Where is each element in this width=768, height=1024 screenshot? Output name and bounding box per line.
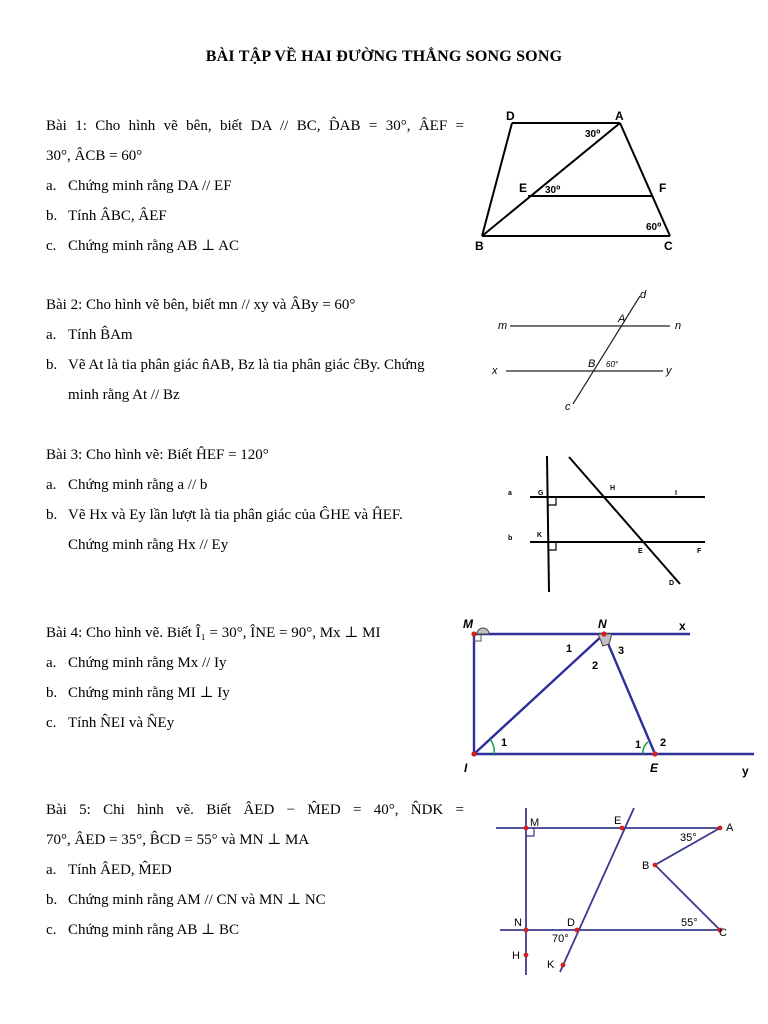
fig5-label-K: K xyxy=(547,959,555,971)
problem-4 xyxy=(46,618,464,738)
fig5-angle-70: 70° xyxy=(552,933,569,945)
item-label: a. xyxy=(46,655,57,671)
figure-2 xyxy=(488,286,698,416)
fig5-angle-35: 35° xyxy=(680,832,697,844)
fig4-angle-E1: 1 xyxy=(635,739,642,751)
fig2-angle-60: 60° xyxy=(606,360,619,369)
fig1-label-F: F xyxy=(659,181,667,195)
fig5-label-A: A xyxy=(726,822,734,834)
fig1-angle-C: 60⁰ xyxy=(646,222,662,233)
fig4-angle-E2: 2 xyxy=(660,737,667,749)
item-label: b. xyxy=(46,357,58,373)
fig2-label-B: B xyxy=(588,358,596,370)
problem-4-item-b xyxy=(46,678,464,708)
item-label: a. xyxy=(46,862,57,878)
item-label: b. xyxy=(46,507,58,523)
problem-1 xyxy=(46,111,464,261)
item-label: b. xyxy=(46,685,58,701)
item-text: Vẽ Hx và Ey lần lượt là tia phân giác của ĜHE và ĤEF. xyxy=(68,507,403,523)
problem-3-item-b-cont: Chứng minh rằng Hx // Ey xyxy=(68,537,229,553)
fig1-angle-A: 30⁰ xyxy=(585,129,601,140)
problem-5-line-1: Bài 5: Chi hình vẽ. Biết ÂED − M̂ED = 40°, N̂DK = xyxy=(46,802,464,818)
problem-1-line-2: 30°, ÂCB = 60° xyxy=(46,148,143,164)
problem-5-line-2: 70°, ÂED = 35°, B̂CD = 55° và MN ⊥ MA xyxy=(46,832,310,848)
problem-3-item-b xyxy=(46,500,464,530)
item-label: c. xyxy=(46,238,57,254)
fig1-label-E: E xyxy=(519,181,528,195)
fig5-label-B: B xyxy=(642,860,650,872)
item-text: Chứng minh rằng MI ⊥ Iy xyxy=(68,685,230,701)
fig1-label-B: B xyxy=(475,239,484,253)
fig5-label-H: H xyxy=(512,950,520,962)
problem-3-line-1: Bài 3: Cho hình vẽ: Biết ĤEF = 120° xyxy=(46,447,269,463)
fig3-label-H: H xyxy=(610,485,616,492)
problem-4-line-1: Bài 4: Cho hình vẽ. Biết Î₁ = 30°, ÎNE = 90°, Mx ⊥ MI xyxy=(46,625,381,641)
fig3-label-K: K xyxy=(537,532,543,539)
fig4-angle-N1: 1 xyxy=(566,643,573,655)
item-text: Chứng minh rằng AB ⊥ BC xyxy=(68,922,239,938)
fig4-label-M: M xyxy=(463,617,473,631)
figure-5 xyxy=(488,800,758,980)
problem-5-item-b xyxy=(46,885,464,915)
fig2-label-c: c xyxy=(565,401,571,413)
fig5-label-D: D xyxy=(567,917,575,929)
fig5-label-C: C xyxy=(719,927,727,939)
item-text: Chứng minh rằng AM // CN và MN ⊥ NC xyxy=(68,892,326,908)
fig4-angle-I1: 1 xyxy=(501,737,508,749)
fig2-label-x: x xyxy=(492,365,498,377)
item-text: Chứng minh rằng AB ⊥ AC xyxy=(68,238,239,254)
fig4-label-I: I xyxy=(464,761,468,775)
fig1-angle-E: 30⁰ xyxy=(545,185,561,196)
fig2-label-d: d xyxy=(640,289,647,301)
item-label: b. xyxy=(46,208,58,224)
fig3-label-E: E xyxy=(638,548,643,555)
item-text: Tính ÂBC, ÂEF xyxy=(68,208,167,224)
problem-2-line-1: Bài 2: Cho hình vẽ bên, biết mn // xy và ÂBy = 60° xyxy=(46,297,356,313)
fig4-label-y: y xyxy=(742,764,749,778)
problem-5-item-c xyxy=(46,915,464,945)
fig1-label-C: C xyxy=(664,239,673,253)
item-text: Tính N̂EI và N̂Ey xyxy=(68,715,175,731)
problem-2 xyxy=(46,290,464,410)
problem-3-item-a xyxy=(46,470,464,500)
item-text: Tính ÂED, M̂ED xyxy=(68,862,172,878)
fig2-label-m: m xyxy=(498,320,508,332)
problem-5 xyxy=(46,795,464,945)
fig1-label-A: A xyxy=(615,109,624,123)
problem-1-line-1: Bài 1: Cho hình vẽ bên, biết DA // BC, D̂AB = 30°, ÂEF = xyxy=(46,118,464,134)
item-label: b. xyxy=(46,892,58,908)
problem-2-item-a xyxy=(46,320,464,350)
fig5-label-E: E xyxy=(614,815,622,827)
problem-2-item-b-cont: minh rằng At // Bz xyxy=(68,387,180,403)
fig2-label-y: y xyxy=(666,365,672,377)
fig5-angle-55: 55° xyxy=(681,917,698,929)
figure-1 xyxy=(470,108,695,258)
item-text: Chứng minh rằng a // b xyxy=(68,477,208,493)
problem-4-item-c xyxy=(46,708,464,738)
fig5-label-M: M xyxy=(530,817,540,829)
figure-4 xyxy=(458,612,758,782)
item-text: Vẽ At là tia phân giác n̂AB, Bz là tia phân giác ĉBy. Chứng xyxy=(68,357,425,373)
fig4-label-x: x xyxy=(679,619,686,633)
problem-2-item-b xyxy=(46,350,464,380)
problem-3 xyxy=(46,440,464,560)
item-text: Chứng minh rằng DA // EF xyxy=(68,178,232,194)
fig2-label-n: n xyxy=(675,320,682,332)
item-text: Chứng minh rằng Mx // Iy xyxy=(68,655,227,671)
figure-3 xyxy=(500,452,715,597)
fig3-label-G: G xyxy=(538,490,544,497)
fig3-label-F: F xyxy=(697,548,702,555)
fig2-label-A: A xyxy=(618,313,626,325)
problem-1-item-b xyxy=(46,201,464,231)
fig3-label-D: D xyxy=(669,580,675,587)
fig3-label-I: I xyxy=(675,490,677,497)
problem-5-item-a xyxy=(46,855,464,885)
fig1-label-D: D xyxy=(506,109,515,123)
item-label: a. xyxy=(46,327,57,343)
problem-1-item-a xyxy=(46,171,464,201)
fig3-label-a: a xyxy=(508,490,512,497)
item-label: c. xyxy=(46,922,57,938)
fig4-angle-N3: 3 xyxy=(618,645,625,657)
fig3-label-b: b xyxy=(508,535,513,542)
item-label: a. xyxy=(46,178,57,194)
problem-1-item-c xyxy=(46,231,464,261)
fig4-angle-N2: 2 xyxy=(592,660,599,672)
item-label: a. xyxy=(46,477,57,493)
fig5-label-N: N xyxy=(514,917,522,929)
fig4-label-N: N xyxy=(598,617,607,631)
problem-4-item-a xyxy=(46,648,464,678)
item-label: c. xyxy=(46,715,57,731)
fig4-label-E: E xyxy=(650,761,659,775)
page-title: BÀI TẬP VỀ HAI ĐƯỜNG THẲNG SONG SONG xyxy=(205,48,563,65)
item-text: Tính B̂Am xyxy=(68,327,133,343)
